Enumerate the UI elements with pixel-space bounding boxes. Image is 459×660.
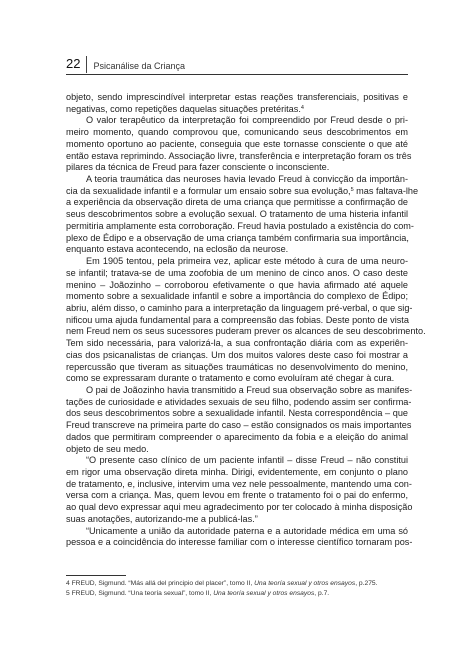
text-line: dados que permitiram compreender o aparecimento da fobia e a eleição do animal xyxy=(66,431,408,442)
text-line: Em 1905 tentou, pela primeira vez, aplicar este método à cura de uma neuro- xyxy=(86,256,408,267)
paragraph xyxy=(66,384,413,455)
footnote xyxy=(66,579,408,589)
text-line: enquanto estava acontecendo, na eclosão da neurose. xyxy=(66,244,289,255)
text-line: ao qual devo expressar aqui meu agradecimento por ter colocado à minha disposição xyxy=(66,502,413,513)
text-line: repercussão que tiveram as situações traumáticas no desenvolvimento do menino, xyxy=(66,361,408,372)
text-line: “Unicamente a união da autoridade paterna e a autoridade médica em uma só xyxy=(86,525,408,536)
text-line: nificou uma ajuda fundamental para a compreensão das fobias. Deste ponto de vista xyxy=(66,314,409,325)
text-line: em rigor uma observação direta minha. Dirigi, evidentemente, em conjunto o plano xyxy=(66,467,408,477)
text-line: suas anotações, autorizando-me a publicá-las.” xyxy=(66,513,258,524)
footnote-rule xyxy=(66,575,126,576)
footnote-text: 4 FREUD, Sigmund. “Más allá del principio del placer”, tomo II, xyxy=(66,580,255,587)
text-line: O pai de Joãozinho havia transmitido a Freud sua observação sobre as manifes- xyxy=(86,384,413,395)
text-line: momento sobre a sexualidade infantil e sobre a importância do complexo de Édipo; xyxy=(66,291,408,302)
text-line: versa com a criança. Mas, quem levou em frente o tratamento foi o pai do enfermo, xyxy=(66,490,408,501)
text-line: “O presente caso clínico de um paciente infantil – disse Freud – não constitui xyxy=(86,455,408,466)
footnote-marker: 4 xyxy=(300,104,304,111)
text-line: então estava reprimindo. Associação livre, transferência e interpretação foram os três xyxy=(66,150,412,161)
text-line: abriu, além disso, o caminho para a interpretação da linguagem pré-verbal, o que sig- xyxy=(66,302,413,313)
text-line: cias dos psicanalistas de crianças. Um dos muitos valores deste caso foi mostrar a xyxy=(66,349,408,360)
paragraph xyxy=(66,174,419,256)
text-line: de tratamento, e, inclusive, intervim uma vez nele pessoalmente, mantendo uma con- xyxy=(66,478,412,489)
text-line: tações de curiosidade e atividades sexuais de seu filho, podendo assim ser confirma- xyxy=(66,396,412,407)
footnote-page: , p.275. xyxy=(355,580,378,587)
body-text xyxy=(66,92,426,549)
text-line: objeto, sendo imprescindível interpretar estas reações transferenciais, positivas e xyxy=(66,92,408,102)
footnote-marker: 5 xyxy=(350,186,354,193)
paragraph xyxy=(66,455,413,525)
footnote-book-title: Una teoría sexual y otros ensayos xyxy=(213,590,315,597)
running-title: Psicanálise da Criança xyxy=(93,61,186,71)
footnote xyxy=(66,589,408,599)
text-line: negativas, como repetições daquelas situações pretéritas.$^4$ xyxy=(66,103,304,114)
text-line: meiro momento, quando comprovou que, comunicando seus descobrimentos em xyxy=(66,127,408,138)
text-line: cia da sexualidade infantil e a formular um ensaio sobre sua evolução,$^5$ mas faltava-lhe xyxy=(66,185,419,196)
paragraph xyxy=(66,115,412,174)
running-header xyxy=(66,53,185,73)
paragraph xyxy=(66,256,426,385)
page-number: 22 xyxy=(66,56,87,73)
paragraph xyxy=(66,92,408,115)
text-line: pilares da técnica de Freud para fazer consciente o inconsciente. xyxy=(66,162,330,173)
text-line: como se expressaram durante o tratamento e como evoluíram até chegar à cura. xyxy=(66,373,395,384)
text-line: permitiria amplamente esta corroboração. Freud havia postulado a existência do com- xyxy=(66,220,414,231)
text-line: se infantil; tratava-se de uma zoofobia de um menino de cinco anos. O caso deste xyxy=(66,267,408,278)
footnotes xyxy=(66,579,408,599)
text-line: Tem sido necessária, para valorizá-la, a sua confrontação diária com as experiên- xyxy=(66,338,408,349)
text-line: A teoria traumática das neuroses havia levado Freud à convicção da importân- xyxy=(86,174,408,185)
text-line: O valor terapêutico da interpretação foi compreendido por Freud desde o pri- xyxy=(86,115,408,126)
text-line: a experiência da observação direta de uma criança que permitisse a confirmação de xyxy=(66,197,408,208)
footnote-book-title: Una teoría sexual y otros ensayos xyxy=(254,580,356,587)
text-line: momento oportuno ao paciente, conseguia que este tornasse consciente o que até xyxy=(66,138,408,149)
text-line: objeto de seu medo. xyxy=(66,443,149,454)
text-line: nem Freud nem os seus sucessores puderam prever os alcances de seu descobrimento. xyxy=(66,326,426,337)
header-rule xyxy=(66,74,408,75)
paragraph xyxy=(66,525,413,549)
text-line: dos seus descobrimentos sobre a sexualidade infantil. Nesta correspondência – que xyxy=(66,408,408,419)
text-line: seus descobrimentos sobre a evolução sexual. O tratamento de uma histeria infantil xyxy=(66,209,408,220)
footnote-text: 5 FREUD, Sigmund. “Una teoría sexual”, tomo II, xyxy=(66,590,214,597)
text-line: plexo de Édipo e a observação de uma criança também confirmaria sua importância, xyxy=(66,232,409,243)
text-line: Freud transcreve na primeira parte do caso – estão consignados os mais importantes xyxy=(66,420,412,431)
text-line: pessoa e a coincidência do interesse familiar com o interesse científico tornaram pos- xyxy=(66,537,413,548)
text-line: menino – Joãozinho – corroborou efetivamente o que havia afirmado até aquele xyxy=(66,279,408,290)
footnote-page: , p.7. xyxy=(314,590,330,597)
